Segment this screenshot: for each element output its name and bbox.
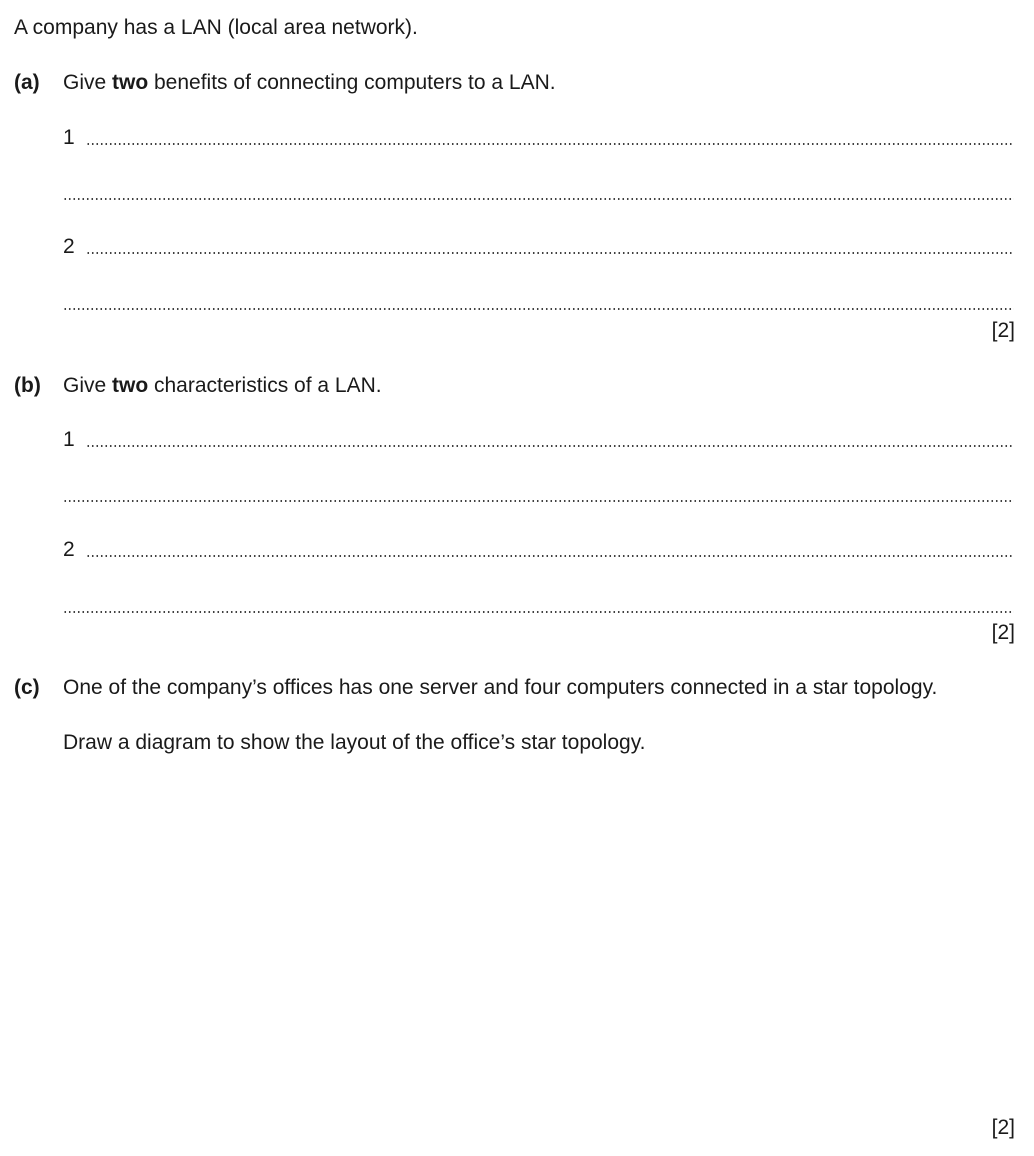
part-b-answer-number-1: 1 [63,428,75,451]
part-a-answer-line-2-continued[interactable] [63,308,1014,310]
part-a-text-bold: two [112,71,149,94]
part-a-answer-number-1: 1 [63,126,75,149]
part-a-marks: [2] [991,319,1015,342]
part-a-answer-line-1-continued[interactable] [63,198,1014,200]
question-intro: A company has a LAN (local area network). [14,16,418,39]
part-b-answer-line-1[interactable] [86,445,1014,447]
part-c-question: One of the company’s offices has one server and four computers connected in a star topology. [63,676,938,699]
part-a-answer-number-2: 2 [63,235,75,258]
part-a-answer-line-1[interactable] [86,143,1014,145]
part-a-text-pre: Give [63,71,113,94]
part-c-label: (c) [14,676,40,699]
part-b-question [63,373,382,399]
diagram-drawing-area[interactable] [63,775,1015,1100]
part-b-answer-number-2: 2 [63,538,75,561]
part-b-label: (b) [14,374,41,397]
part-a-text-post: benefits of connecting computers to a LAN. [148,71,556,94]
part-b-text-pre: Give [63,374,113,397]
part-a-answer-line-2[interactable] [86,252,1014,254]
part-b-marks: [2] [991,621,1015,644]
part-a-question [63,70,556,96]
part-c-instruction: Draw a diagram to show the layout of the office’s star topology. [63,731,646,754]
part-c-marks: [2] [991,1116,1015,1139]
part-a-label: (a) [14,71,40,94]
part-b-text-bold: two [112,374,149,397]
part-b-answer-line-2-continued[interactable] [63,611,1014,613]
part-b-answer-line-1-continued[interactable] [63,500,1014,502]
part-b-text-post: characteristics of a LAN. [148,374,382,397]
part-b-answer-line-2[interactable] [86,555,1014,557]
